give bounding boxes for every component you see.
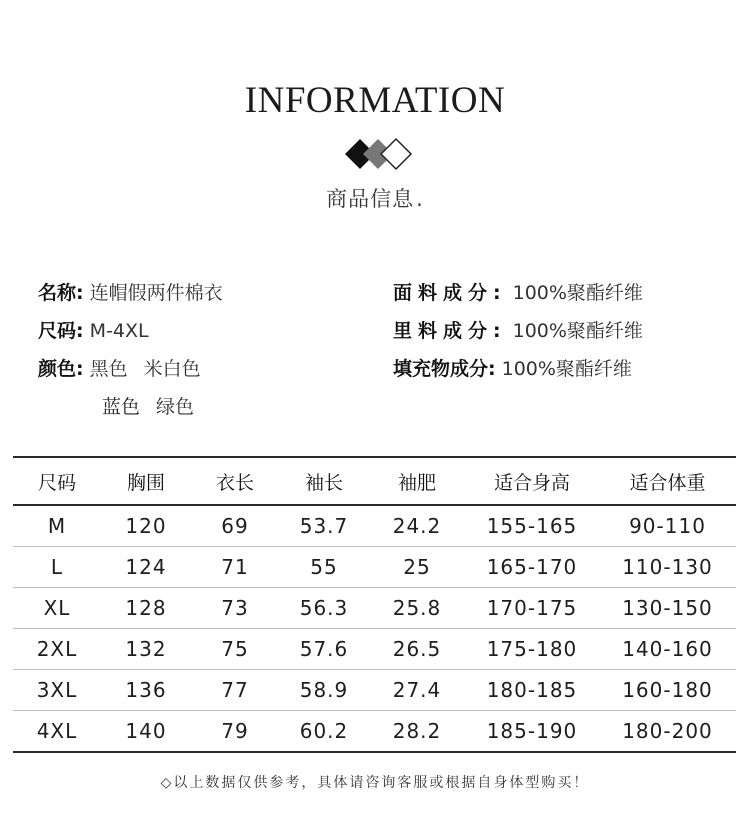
table-cell: 170-175 [465, 588, 599, 629]
table-cell: 75 [191, 629, 279, 670]
table-cell: 53.7 [279, 505, 369, 547]
table-cell: 55 [279, 547, 369, 588]
info-row-lining [393, 316, 723, 354]
info-value: 蓝色 [102, 396, 141, 418]
table-cell: 69 [191, 505, 279, 547]
subtitle-dot: . [416, 187, 424, 211]
header-cell: 尺码 [13, 457, 101, 505]
info-row-color-cont [38, 392, 368, 430]
header-cell: 袖长 [279, 457, 369, 505]
table-cell: 56.3 [279, 588, 369, 629]
product-info-left [38, 278, 368, 430]
info-value: 连帽假两件棉衣 [89, 282, 223, 304]
table-cell: 136 [101, 670, 191, 711]
table-cell: M [13, 505, 101, 547]
table-cell: 60.2 [299, 719, 349, 743]
table-cell: 79 [221, 719, 249, 743]
subtitle-text: 商品信息 [326, 187, 415, 211]
table-row [13, 547, 736, 588]
product-info-right [393, 278, 723, 392]
table-cell: 180-200 [622, 719, 713, 743]
table-cell: 132 [101, 629, 191, 670]
info-row-name [38, 278, 368, 316]
table-row [13, 588, 736, 629]
table-cell: 24.2 [369, 505, 465, 547]
table-cell: XL [13, 588, 101, 629]
info-key: 名称: [38, 282, 84, 304]
header-cell: 适合体重 [599, 457, 736, 505]
table-cell: 120 [101, 505, 191, 547]
table-cell: 110-130 [599, 547, 736, 588]
table-cell: 25 [369, 547, 465, 588]
table-row [13, 629, 736, 670]
table-cell: 128 [101, 588, 191, 629]
info-row-fabric [393, 278, 723, 316]
info-key: 面料成分: [393, 282, 507, 304]
table-cell: 28.2 [392, 719, 442, 743]
diamond-ornament [340, 136, 416, 172]
info-row-size [38, 316, 368, 354]
info-key: 颜色: [38, 358, 84, 380]
info-value: 100%聚酯纤维 [512, 320, 643, 342]
footnote: ◇以上数据仅供参考，具体请咨询客服或根据自身体型购买！ [160, 775, 590, 791]
table-cell: 165-170 [465, 547, 599, 588]
table-row [13, 711, 736, 753]
table-cell: 26.5 [369, 629, 465, 670]
table-cell: L [13, 547, 101, 588]
info-value: 米白色 [143, 358, 201, 380]
page-title: INFORMATION [244, 80, 506, 121]
header-cell: 袖肥 [369, 457, 465, 505]
info-key: 里料成分: [393, 320, 507, 342]
header-cell: 适合身高 [465, 457, 599, 505]
info-value: 黑色 [89, 358, 128, 380]
table-cell: 160-180 [599, 670, 736, 711]
info-row-color [38, 354, 368, 392]
table-cell: 175-180 [465, 629, 599, 670]
table-cell: 90-110 [599, 505, 736, 547]
table-cell: 185-190 [486, 719, 578, 743]
table-cell: 3XL [13, 670, 101, 711]
subtitle [0, 184, 750, 214]
info-value: M-4XL [89, 320, 149, 342]
table-cell: 4XL [36, 719, 78, 743]
table-cell: 71 [191, 547, 279, 588]
table-cell: 77 [191, 670, 279, 711]
table-cell: 124 [101, 547, 191, 588]
table-cell: 155-165 [465, 505, 599, 547]
table-header-row [13, 457, 736, 505]
table-cell: 140 [125, 719, 167, 743]
size-table [13, 456, 736, 753]
info-value: 100%聚酯纤维 [512, 282, 643, 304]
info-key: 尺码: [38, 320, 84, 342]
info-value: 100%聚酯纤维 [501, 358, 632, 380]
info-value: 绿色 [156, 396, 195, 418]
table-cell: 57.6 [279, 629, 369, 670]
info-row-filling [393, 354, 723, 392]
table-cell: 58.9 [279, 670, 369, 711]
table-cell: 73 [191, 588, 279, 629]
table-row [13, 670, 736, 711]
table-cell: 27.4 [369, 670, 465, 711]
info-key: 填充物成分: [393, 358, 496, 380]
table-row [13, 505, 736, 547]
diamond-white-icon [381, 139, 411, 169]
table-cell: 2XL [13, 629, 101, 670]
header-cell: 胸围 [101, 457, 191, 505]
header-cell: 衣长 [191, 457, 279, 505]
table-cell: 140-160 [599, 629, 736, 670]
table-cell: 25.8 [369, 588, 465, 629]
table-cell: 180-185 [465, 670, 599, 711]
table-cell: 130-150 [599, 588, 736, 629]
